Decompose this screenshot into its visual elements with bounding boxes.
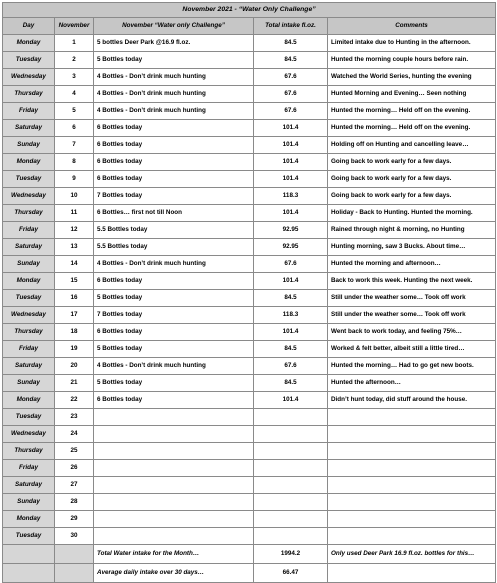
table-row: [3, 120, 496, 137]
table-row: [3, 494, 496, 511]
comment-cell[interactable]: Rained through night & morning, no Hunting: [328, 222, 496, 239]
comment-cell[interactable]: Limited intake due to Hunting in the afternoon.: [328, 35, 496, 52]
date-cell[interactable]: 20: [55, 358, 94, 375]
challenge-cell[interactable]: 5 Bottles today: [94, 290, 254, 307]
day-cell[interactable]: Friday: [3, 460, 55, 477]
table-row: [3, 256, 496, 273]
challenge-cell[interactable]: 6 Bottles today: [94, 392, 254, 409]
day-cell[interactable]: Saturday: [3, 477, 55, 494]
table-row: [3, 477, 496, 494]
challenge-cell[interactable]: [94, 443, 254, 460]
average-row: [3, 564, 496, 583]
challenge-cell[interactable]: 5.5 Bottles today: [94, 222, 254, 239]
intake-cell[interactable]: 84.5: [254, 341, 328, 358]
comment-cell[interactable]: Going back to work early for a few days.: [328, 188, 496, 205]
comment-cell[interactable]: [328, 443, 496, 460]
challenge-cell[interactable]: 4 Bottles - Don’t drink much hunting: [94, 69, 254, 86]
table-row: [3, 375, 496, 392]
day-cell[interactable]: Wednesday: [3, 69, 55, 86]
intake-cell[interactable]: 118.3: [254, 188, 328, 205]
date-cell[interactable]: 14: [55, 256, 94, 273]
date-cell[interactable]: 12: [55, 222, 94, 239]
table-row: [3, 52, 496, 69]
challenge-cell[interactable]: 5.5 Bottles today: [94, 239, 254, 256]
total-row: [3, 545, 496, 564]
table-row: [3, 511, 496, 528]
challenge-cell[interactable]: 4 Bottles - Don’t drink much hunting: [94, 86, 254, 103]
header-comments[interactable]: Comments: [328, 18, 496, 35]
comment-cell[interactable]: Hunted the morning… Held off on the evening.: [328, 103, 496, 120]
date-cell[interactable]: 4: [55, 86, 94, 103]
date-cell[interactable]: 6: [55, 120, 94, 137]
header-november[interactable]: November: [55, 18, 94, 35]
day-cell[interactable]: Thursday: [3, 86, 55, 103]
date-cell[interactable]: 7: [55, 137, 94, 154]
date-cell[interactable]: 30: [55, 528, 94, 545]
challenge-cell[interactable]: [94, 511, 254, 528]
intake-cell[interactable]: [254, 494, 328, 511]
challenge-cell[interactable]: 5 Bottles today: [94, 341, 254, 358]
comment-cell[interactable]: Still under the weather some… Took off work: [328, 290, 496, 307]
table-row: [3, 35, 496, 52]
comment-cell[interactable]: [328, 460, 496, 477]
challenge-cell[interactable]: [94, 426, 254, 443]
date-cell[interactable]: 11: [55, 205, 94, 222]
intake-cell[interactable]: 101.4: [254, 154, 328, 171]
table-row: [3, 137, 496, 154]
day-cell[interactable]: Friday: [3, 222, 55, 239]
intake-cell[interactable]: 101.4: [254, 324, 328, 341]
date-cell[interactable]: 9: [55, 171, 94, 188]
comment-cell[interactable]: Going back to work early for a few days.: [328, 171, 496, 188]
average-comment[interactable]: [328, 564, 496, 583]
average-value[interactable]: 66.47: [254, 564, 328, 583]
intake-cell[interactable]: 84.5: [254, 290, 328, 307]
comment-cell[interactable]: [328, 511, 496, 528]
date-cell[interactable]: 24: [55, 426, 94, 443]
date-cell[interactable]: 19: [55, 341, 94, 358]
comment-cell[interactable]: [328, 477, 496, 494]
challenge-cell[interactable]: [94, 409, 254, 426]
table-row: [3, 324, 496, 341]
summary-blank-cell[interactable]: [55, 545, 94, 564]
comment-cell[interactable]: Hunted the morning couple hours before rain.: [328, 52, 496, 69]
day-cell[interactable]: Thursday: [3, 205, 55, 222]
intake-cell[interactable]: [254, 528, 328, 545]
date-cell[interactable]: 3: [55, 69, 94, 86]
sheet-title[interactable]: November 2021 - “Water Only Challenge”: [3, 3, 496, 18]
table-row: [3, 307, 496, 324]
day-cell[interactable]: Monday: [3, 392, 55, 409]
date-cell[interactable]: 18: [55, 324, 94, 341]
day-cell[interactable]: Monday: [3, 35, 55, 52]
date-cell[interactable]: 8: [55, 154, 94, 171]
header-challenge[interactable]: November “Water only Challenge”: [94, 18, 254, 35]
challenge-cell[interactable]: 7 Bottles today: [94, 188, 254, 205]
table-row: [3, 239, 496, 256]
spreadsheet: [2, 2, 495, 583]
table-row: [3, 154, 496, 171]
intake-cell[interactable]: [254, 477, 328, 494]
table-row: [3, 103, 496, 120]
intake-cell[interactable]: 101.4: [254, 171, 328, 188]
challenge-cell[interactable]: [94, 528, 254, 545]
day-cell[interactable]: Friday: [3, 103, 55, 120]
table-row: [3, 392, 496, 409]
table-row: [3, 188, 496, 205]
comment-cell[interactable]: Holiday - Back to Hunting. Hunted the morning.: [328, 205, 496, 222]
date-cell[interactable]: 5: [55, 103, 94, 120]
comment-cell[interactable]: Holding off on Hunting and cancelling leave…: [328, 137, 496, 154]
day-cell[interactable]: Monday: [3, 273, 55, 290]
header-intake[interactable]: Total intake fl.oz.: [254, 18, 328, 35]
table-row: [3, 341, 496, 358]
intake-cell[interactable]: 101.4: [254, 273, 328, 290]
challenge-cell[interactable]: 4 Bottles - Don’t drink much hunting: [94, 358, 254, 375]
table-row: [3, 205, 496, 222]
comment-cell[interactable]: Still under the weather some… Took off work: [328, 307, 496, 324]
date-cell[interactable]: 10: [55, 188, 94, 205]
challenge-cell[interactable]: 5 Bottles today: [94, 52, 254, 69]
challenge-cell[interactable]: 6 Bottles… first not till Noon: [94, 205, 254, 222]
table-row: [3, 222, 496, 239]
date-cell[interactable]: 22: [55, 392, 94, 409]
comment-cell[interactable]: Hunted Morning and Evening… Seen nothing: [328, 86, 496, 103]
intake-cell[interactable]: 92.95: [254, 239, 328, 256]
comment-cell[interactable]: Hunted the morning and afternoon…: [328, 256, 496, 273]
summary-blank-cell[interactable]: [55, 564, 94, 583]
header-day[interactable]: Day: [3, 18, 55, 35]
date-cell[interactable]: 26: [55, 460, 94, 477]
challenge-cell[interactable]: 6 Bottles today: [94, 154, 254, 171]
date-cell[interactable]: 15: [55, 273, 94, 290]
table-row: [3, 426, 496, 443]
comment-cell[interactable]: Worked & felt better, albeit still a little tired…: [328, 341, 496, 358]
intake-cell[interactable]: 84.5: [254, 52, 328, 69]
intake-cell[interactable]: 101.4: [254, 120, 328, 137]
comment-cell[interactable]: Watched the World Series, hunting the evening: [328, 69, 496, 86]
date-cell[interactable]: 25: [55, 443, 94, 460]
comment-cell[interactable]: [328, 528, 496, 545]
challenge-cell[interactable]: 6 Bottles today: [94, 137, 254, 154]
day-cell[interactable]: Sunday: [3, 494, 55, 511]
comment-cell[interactable]: Hunting morning, saw 3 Bucks. About time…: [328, 239, 496, 256]
intake-cell[interactable]: [254, 426, 328, 443]
challenge-cell[interactable]: 5 bottles Deer Park @16.9 fl.oz.: [94, 35, 254, 52]
day-cell[interactable]: Tuesday: [3, 52, 55, 69]
table-row: [3, 86, 496, 103]
intake-cell[interactable]: 92.95: [254, 222, 328, 239]
total-comment[interactable]: Only used Deer Park 16.9 fl.oz. bottles for this…: [328, 545, 496, 564]
header-row: [3, 18, 496, 35]
day-cell[interactable]: Saturday: [3, 120, 55, 137]
date-cell[interactable]: 13: [55, 239, 94, 256]
challenge-cell[interactable]: [94, 460, 254, 477]
day-cell[interactable]: Wednesday: [3, 188, 55, 205]
date-cell[interactable]: 23: [55, 409, 94, 426]
challenge-cell[interactable]: [94, 494, 254, 511]
date-cell[interactable]: 21: [55, 375, 94, 392]
table-row: [3, 443, 496, 460]
intake-cell[interactable]: 101.4: [254, 137, 328, 154]
intake-cell[interactable]: 67.6: [254, 103, 328, 120]
table-row: [3, 358, 496, 375]
day-cell[interactable]: Monday: [3, 154, 55, 171]
challenge-cell[interactable]: 6 Bottles today: [94, 171, 254, 188]
table-row: [3, 171, 496, 188]
intake-cell[interactable]: [254, 409, 328, 426]
day-cell[interactable]: Saturday: [3, 239, 55, 256]
comment-cell[interactable]: [328, 426, 496, 443]
day-cell[interactable]: Tuesday: [3, 171, 55, 188]
water-challenge-table: [2, 2, 496, 583]
day-cell[interactable]: Tuesday: [3, 290, 55, 307]
date-cell[interactable]: 17: [55, 307, 94, 324]
comment-cell[interactable]: Didn’t hunt today, did stuff around the house.: [328, 392, 496, 409]
intake-cell[interactable]: 67.6: [254, 86, 328, 103]
day-cell[interactable]: Sunday: [3, 375, 55, 392]
day-cell[interactable]: Tuesday: [3, 528, 55, 545]
comment-cell[interactable]: Went back to work today, and feeling 75%…: [328, 324, 496, 341]
challenge-cell[interactable]: [94, 477, 254, 494]
intake-cell[interactable]: 101.4: [254, 392, 328, 409]
table-row: [3, 528, 496, 545]
day-cell[interactable]: Sunday: [3, 137, 55, 154]
day-cell[interactable]: Wednesday: [3, 307, 55, 324]
average-label[interactable]: Average daily intake over 30 days…: [94, 564, 254, 583]
day-cell[interactable]: Saturday: [3, 358, 55, 375]
table-row: [3, 290, 496, 307]
table-row: [3, 69, 496, 86]
comment-cell[interactable]: [328, 409, 496, 426]
comment-cell[interactable]: Hunted the morning… Held off on the evening.: [328, 120, 496, 137]
date-cell[interactable]: 2: [55, 52, 94, 69]
challenge-cell[interactable]: 7 Bottles today: [94, 307, 254, 324]
intake-cell[interactable]: 84.5: [254, 375, 328, 392]
total-value[interactable]: 1994.2: [254, 545, 328, 564]
table-row: [3, 409, 496, 426]
challenge-cell[interactable]: 4 Bottles - Don’t drink much hunting: [94, 256, 254, 273]
summary-blank-cell[interactable]: [3, 564, 55, 583]
table-row: [3, 460, 496, 477]
intake-cell[interactable]: 118.3: [254, 307, 328, 324]
table-row: [3, 273, 496, 290]
intake-cell[interactable]: 67.6: [254, 69, 328, 86]
comment-cell[interactable]: Back to work this week. Hunting the next week.: [328, 273, 496, 290]
day-cell[interactable]: Friday: [3, 341, 55, 358]
intake-cell[interactable]: [254, 511, 328, 528]
date-cell[interactable]: 1: [55, 35, 94, 52]
comment-cell[interactable]: Hunted the afternoon…: [328, 375, 496, 392]
total-label[interactable]: Total Water intake for the Month…: [94, 545, 254, 564]
challenge-cell[interactable]: 4 Bottles - Don’t drink much hunting: [94, 103, 254, 120]
intake-cell[interactable]: 101.4: [254, 205, 328, 222]
date-cell[interactable]: 29: [55, 511, 94, 528]
challenge-cell[interactable]: 6 Bottles today: [94, 273, 254, 290]
challenge-cell[interactable]: 5 Bottles today: [94, 375, 254, 392]
date-cell[interactable]: 28: [55, 494, 94, 511]
challenge-cell[interactable]: 6 Bottles today: [94, 120, 254, 137]
challenge-cell[interactable]: 6 Bottles today: [94, 324, 254, 341]
comment-cell[interactable]: [328, 494, 496, 511]
intake-cell[interactable]: 67.6: [254, 358, 328, 375]
day-cell[interactable]: Sunday: [3, 256, 55, 273]
day-cell[interactable]: Thursday: [3, 324, 55, 341]
comment-cell[interactable]: Going back to work early for a few days.: [328, 154, 496, 171]
day-cell[interactable]: Tuesday: [3, 409, 55, 426]
day-cell[interactable]: Wednesday: [3, 426, 55, 443]
intake-cell[interactable]: [254, 460, 328, 477]
day-cell[interactable]: Thursday: [3, 443, 55, 460]
summary-blank-cell[interactable]: [3, 545, 55, 564]
comment-cell[interactable]: Hunted the morning… Had to go get new boots.: [328, 358, 496, 375]
intake-cell[interactable]: [254, 443, 328, 460]
intake-cell[interactable]: 84.5: [254, 35, 328, 52]
day-cell[interactable]: Monday: [3, 511, 55, 528]
date-cell[interactable]: 16: [55, 290, 94, 307]
title-row: [3, 3, 496, 18]
date-cell[interactable]: 27: [55, 477, 94, 494]
intake-cell[interactable]: 67.6: [254, 256, 328, 273]
